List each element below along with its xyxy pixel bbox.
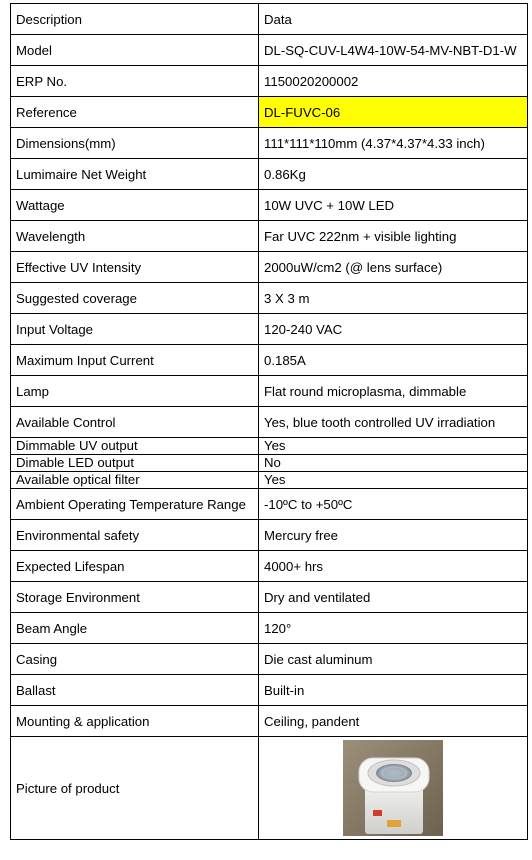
row-label-uv-intensity: Effective UV Intensity <box>11 252 259 283</box>
row-label-input-voltage: Input Voltage <box>11 314 259 345</box>
column-header-description: Description <box>11 4 259 35</box>
table-header-row <box>11 4 528 35</box>
table-row <box>11 35 528 66</box>
row-label-beam-angle: Beam Angle <box>11 613 259 644</box>
table-row <box>11 675 528 706</box>
row-label-environmental-safety: Environmental safety <box>11 520 259 551</box>
table-row <box>11 66 528 97</box>
row-value-operating-temp: -10ºC to +50ºC <box>259 489 528 520</box>
row-label-lamp: Lamp <box>11 376 259 407</box>
row-label-max-current: Maximum Input Current <box>11 345 259 376</box>
spec-table <box>10 3 528 840</box>
row-label-picture: Picture of product <box>11 737 259 840</box>
table-row <box>11 520 528 551</box>
column-header-data: Data <box>259 4 528 35</box>
table-row <box>11 314 528 345</box>
row-label-wavelength: Wavelength <box>11 221 259 252</box>
row-label-dimable-led: Dimable LED output <box>11 455 259 472</box>
row-label-storage: Storage Environment <box>11 582 259 613</box>
row-value-environmental-safety: Mercury free <box>259 520 528 551</box>
row-label-casing: Casing <box>11 644 259 675</box>
table-row <box>11 283 528 314</box>
table-row <box>11 706 528 737</box>
row-value-casing: Die cast aluminum <box>259 644 528 675</box>
row-label-dimensions: Dimensions(mm) <box>11 128 259 159</box>
row-value-lifespan: 4000+ hrs <box>259 551 528 582</box>
table-row <box>11 472 528 489</box>
table-row <box>11 376 528 407</box>
table-row <box>11 455 528 472</box>
row-label-optical-filter: Available optical filter <box>11 472 259 489</box>
row-value-uv-intensity: 2000uW/cm2 (@ lens surface) <box>259 252 528 283</box>
row-value-lamp: Flat round microplasma, dimmable <box>259 376 528 407</box>
table-row <box>11 128 528 159</box>
row-value-picture <box>259 737 528 840</box>
row-value-net-weight: 0.86Kg <box>259 159 528 190</box>
row-value-input-voltage: 120-240 VAC <box>259 314 528 345</box>
row-value-wavelength: Far UVC 222nm + visible lighting <box>259 221 528 252</box>
table-row <box>11 644 528 675</box>
table-row <box>11 159 528 190</box>
row-value-max-current: 0.185A <box>259 345 528 376</box>
table-row <box>11 582 528 613</box>
row-label-erp: ERP No. <box>11 66 259 97</box>
row-value-wattage: 10W UVC + 10W LED <box>259 190 528 221</box>
table-row <box>11 489 528 520</box>
row-value-storage: Dry and ventilated <box>259 582 528 613</box>
row-value-ballast: Built-in <box>259 675 528 706</box>
row-label-dimmable-uv: Dimmable UV output <box>11 438 259 455</box>
row-label-coverage: Suggested coverage <box>11 283 259 314</box>
table-row <box>11 221 528 252</box>
table-row <box>11 345 528 376</box>
row-label-ballast: Ballast <box>11 675 259 706</box>
downlight-product-photo-icon <box>343 740 443 836</box>
row-value-coverage: 3 X 3 m <box>259 283 528 314</box>
row-value-available-control: Yes, blue tooth controlled UV irradiation <box>259 407 528 438</box>
row-value-beam-angle: 120° <box>259 613 528 644</box>
table-row <box>11 252 528 283</box>
row-value-erp: 1150020200002 <box>259 66 528 97</box>
table-row-picture <box>11 737 528 840</box>
table-row <box>11 190 528 221</box>
table-row <box>11 551 528 582</box>
row-label-model: Model <box>11 35 259 66</box>
row-value-optical-filter: Yes <box>259 472 528 489</box>
row-label-operating-temp: Ambient Operating Temperature Range <box>11 489 259 520</box>
row-label-net-weight: Lumimaire Net Weight <box>11 159 259 190</box>
row-value-reference-highlighted: DL-FUVC-06 <box>259 97 528 128</box>
row-label-wattage: Wattage <box>11 190 259 221</box>
row-value-dimable-led: No <box>259 455 528 472</box>
row-label-lifespan: Expected Lifespan <box>11 551 259 582</box>
table-row <box>11 97 528 128</box>
row-value-mounting: Ceiling, pandent <box>259 706 528 737</box>
table-row <box>11 613 528 644</box>
row-value-dimensions: 111*111*110mm (4.37*4.37*4.33 inch) <box>259 128 528 159</box>
row-label-reference: Reference <box>11 97 259 128</box>
row-label-mounting: Mounting & application <box>11 706 259 737</box>
row-label-available-control: Available Control <box>11 407 259 438</box>
row-value-dimmable-uv: Yes <box>259 438 528 455</box>
table-row <box>11 407 528 438</box>
table-row <box>11 438 528 455</box>
row-value-model: DL-SQ-CUV-L4W4-10W-54-MV-NBT-D1-W <box>259 35 528 66</box>
